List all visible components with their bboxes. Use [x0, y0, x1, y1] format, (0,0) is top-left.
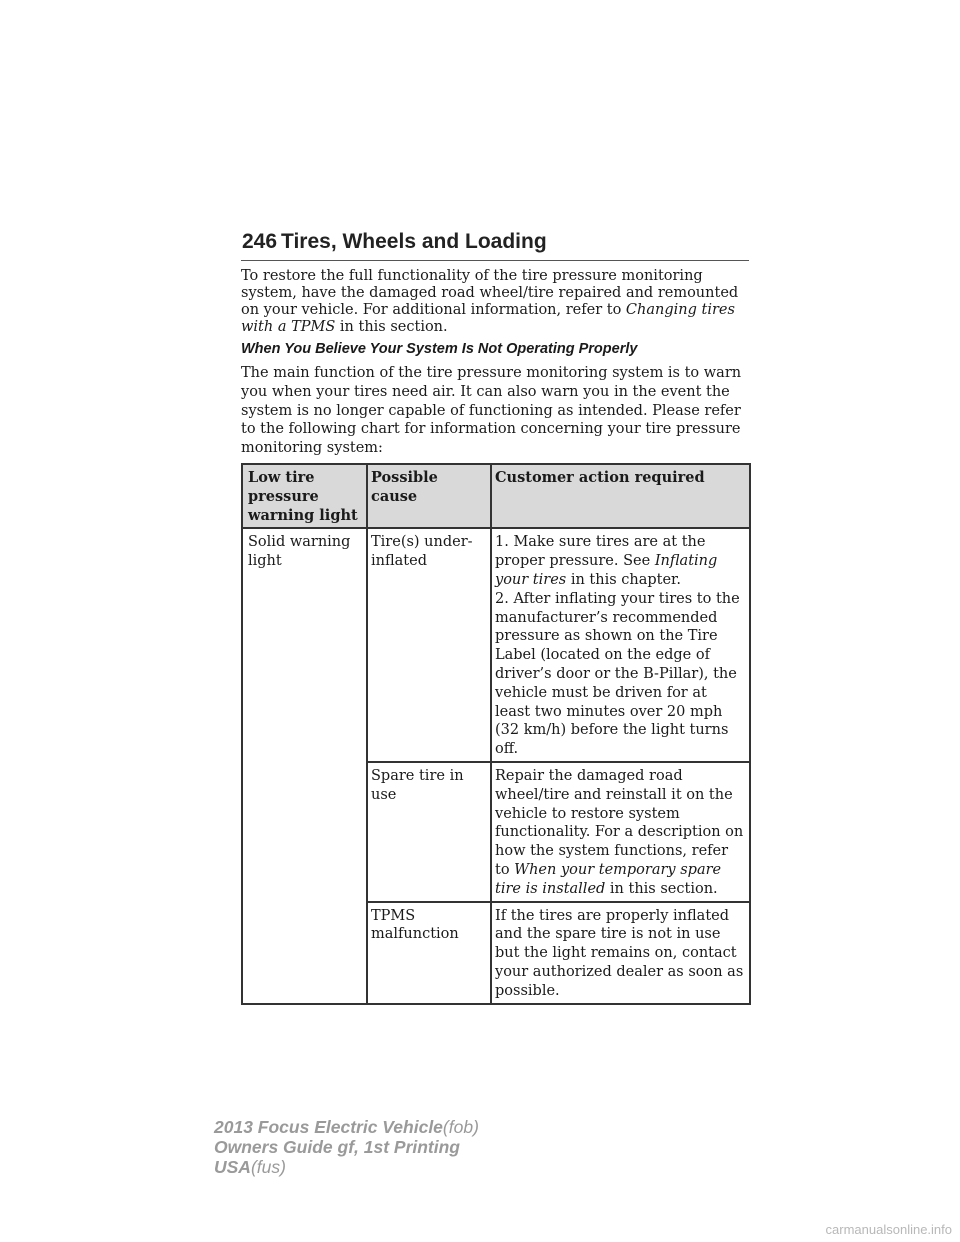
action-step-1: [495, 533, 746, 589]
intro-paragraph: [241, 268, 749, 336]
footer-vehicle-code: (fob): [442, 1117, 479, 1137]
footer-line-1: [214, 1117, 479, 1137]
table-header-row: [242, 464, 750, 528]
action-step-2: 2. After inflating your tires to the manufacturer’s recommended pressure as shown on the Tire Label (located on the edge of driver’s door or the B-Pillar), the vehicle must be driven for at least two minutes over 20 mph (32 km/h) before the light turns off.: [495, 590, 740, 758]
action-cell: [491, 528, 750, 762]
description-paragraph: The main function of the tire pressure monitoring system is to warn you when your tires need air. It can also warn you in the event the system is no longer capable of functioning as intended. Please refer to the following chart for information concerning your tire pressure monitoring system:: [241, 365, 742, 457]
header-warning-light: Low tire pressure warning light: [242, 464, 367, 528]
cause-cell: Spare tire in use: [367, 762, 491, 902]
section-title: Tires, Wheels and Loading: [281, 230, 547, 253]
page-header: [241, 230, 749, 261]
cause-cell: Tire(s) under-inflated: [367, 528, 491, 762]
cause-cell: TPMS malfunction: [367, 902, 491, 1004]
footer-vehicle: 2013 Focus Electric Vehicle: [214, 1117, 443, 1137]
footer-imprint: [214, 1117, 479, 1177]
page-number: 246: [242, 230, 278, 253]
page-content: [241, 268, 749, 1005]
intro-reference: Changing tires with a TPMS: [241, 302, 735, 335]
intro-text: To restore the full functionality of the tire pressure monitoring system, have the damaged road wheel/tire repaired and remounted on your vehicle. For additional information, refer to: [241, 268, 739, 318]
tpms-table: [241, 463, 751, 1005]
footer-market: USA: [214, 1157, 251, 1177]
action-text-end: in this section.: [605, 880, 718, 897]
step1-text: 1. Make sure tires are at the proper pressure. See: [495, 534, 706, 570]
subheading: When You Believe Your System Is Not Operating Properly: [241, 341, 638, 357]
footer-market-code: (fus): [250, 1157, 286, 1177]
action-reference: When your temporary spare tire is installed: [495, 861, 722, 897]
header-possible-cause: Possible cause: [367, 464, 491, 528]
footer-line-3: [214, 1157, 479, 1177]
action-text: Repair the damaged road wheel/tire and reinstall it on the vehicle to restore system functionality. For a description on how the system functions, refer to: [495, 767, 744, 878]
warning-light-cell: Solid warning light: [242, 528, 367, 1003]
step1-reference: Inflating your tires: [495, 553, 718, 588]
table-row: [242, 528, 750, 762]
intro-text-end: in this section.: [335, 319, 448, 335]
action-cell: [491, 762, 750, 902]
header-customer-action: Customer action required: [491, 464, 750, 528]
watermark: carmanualsonline.info: [825, 1222, 952, 1237]
footer-line-2: Owners Guide gf, 1st Printing: [214, 1137, 460, 1157]
action-cell: If the tires are properly inflated and the spare tire is not in use but the light remains on, contact your authorized dealer as soon as possible.: [491, 902, 750, 1004]
step1-text-end: in this chapter.: [566, 571, 682, 588]
